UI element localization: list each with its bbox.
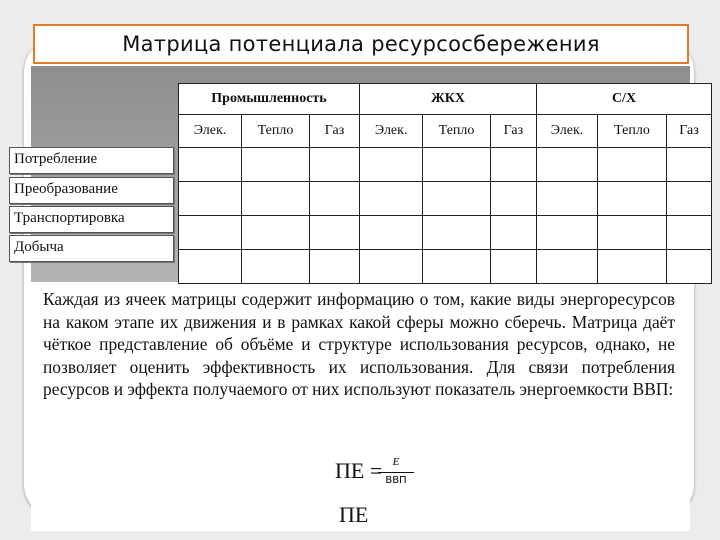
stage-label-consumption: Потребление	[9, 147, 174, 174]
matrix-cell	[667, 250, 712, 284]
matrix-row-extraction	[179, 250, 712, 284]
formula-numerator: E	[392, 456, 400, 468]
matrix-cell	[598, 182, 667, 216]
matrix-cell	[537, 250, 598, 284]
matrix-cell	[537, 148, 598, 182]
matrix-cell	[598, 216, 667, 250]
stage-label-conversion: Преобразование	[9, 177, 174, 204]
matrix-cell	[423, 148, 490, 182]
formula-fraction	[378, 456, 414, 487]
matrix-cell	[310, 216, 360, 250]
title-box	[33, 24, 689, 64]
formula-caption: ПЕ	[339, 502, 369, 527]
matrix-cell	[360, 182, 423, 216]
matrix-cell	[360, 216, 423, 250]
matrix-cell	[423, 250, 490, 284]
matrix-cell	[179, 250, 242, 284]
sector-header-agriculture: С/Х	[537, 84, 712, 115]
resource-header: Тепло	[423, 115, 490, 148]
resource-header: Элек.	[537, 115, 598, 148]
resource-header: Газ	[667, 115, 712, 148]
stage-label-transport: Транспортировка	[9, 206, 174, 233]
matrix-cell	[310, 250, 360, 284]
matrix-cell	[490, 216, 536, 250]
resource-matrix	[178, 83, 712, 284]
matrix-cell	[490, 182, 536, 216]
matrix-row-conversion	[179, 182, 712, 216]
matrix-cell	[310, 182, 360, 216]
formula-lhs: ПЕ =	[335, 458, 383, 483]
resource-header: Газ	[490, 115, 536, 148]
matrix-cell	[242, 182, 310, 216]
matrix-cell	[242, 250, 310, 284]
matrix-cell	[598, 148, 667, 182]
resource-header: Элек.	[360, 115, 423, 148]
stage-label-extraction: Добыча	[9, 235, 174, 262]
resource-header: Элек.	[179, 115, 242, 148]
matrix-row-transport	[179, 216, 712, 250]
matrix-cell	[423, 182, 490, 216]
sector-header-industry: Промышленность	[179, 84, 360, 115]
matrix-cell	[179, 216, 242, 250]
formula-denominator: ВВП	[385, 475, 407, 486]
matrix-cell	[360, 148, 423, 182]
matrix-cell	[242, 148, 310, 182]
matrix-cell	[598, 250, 667, 284]
matrix-cell	[667, 216, 712, 250]
matrix-cell	[490, 250, 536, 284]
matrix-cell	[490, 148, 536, 182]
page-title: Матрица потенциала ресурсосбережения	[122, 32, 600, 56]
resource-header: Газ	[310, 115, 360, 148]
sector-header-housing: ЖКХ	[360, 84, 537, 115]
matrix-cell	[537, 182, 598, 216]
resource-header: Тепло	[242, 115, 310, 148]
resource-header-row	[179, 115, 712, 148]
fraction-bar	[378, 472, 414, 473]
matrix-cell	[667, 148, 712, 182]
matrix-cell	[537, 216, 598, 250]
sector-header-row	[179, 84, 712, 115]
matrix-row-consumption	[179, 148, 712, 182]
resource-header: Тепло	[598, 115, 667, 148]
matrix-cell	[423, 216, 490, 250]
matrix-cell	[360, 250, 423, 284]
matrix-cell	[667, 182, 712, 216]
matrix-cell	[179, 148, 242, 182]
matrix-cell	[179, 182, 242, 216]
matrix-cell	[310, 148, 360, 182]
matrix-cell	[242, 216, 310, 250]
description-paragraph: Каждая из ячеек матрицы содержит информацию о том, какие виды энергоресурсов на каком этапе их движения и в рамках какой сферы можно сберечь. Матрица даёт чёткое представление об объёме и структуре использования ресурсов, однако, не позволяет оценить эффективность их использования. Для связи потребления ресурсов и эффекта получаемого от них используют показатель энергоемкости ВВП:	[43, 289, 675, 399]
